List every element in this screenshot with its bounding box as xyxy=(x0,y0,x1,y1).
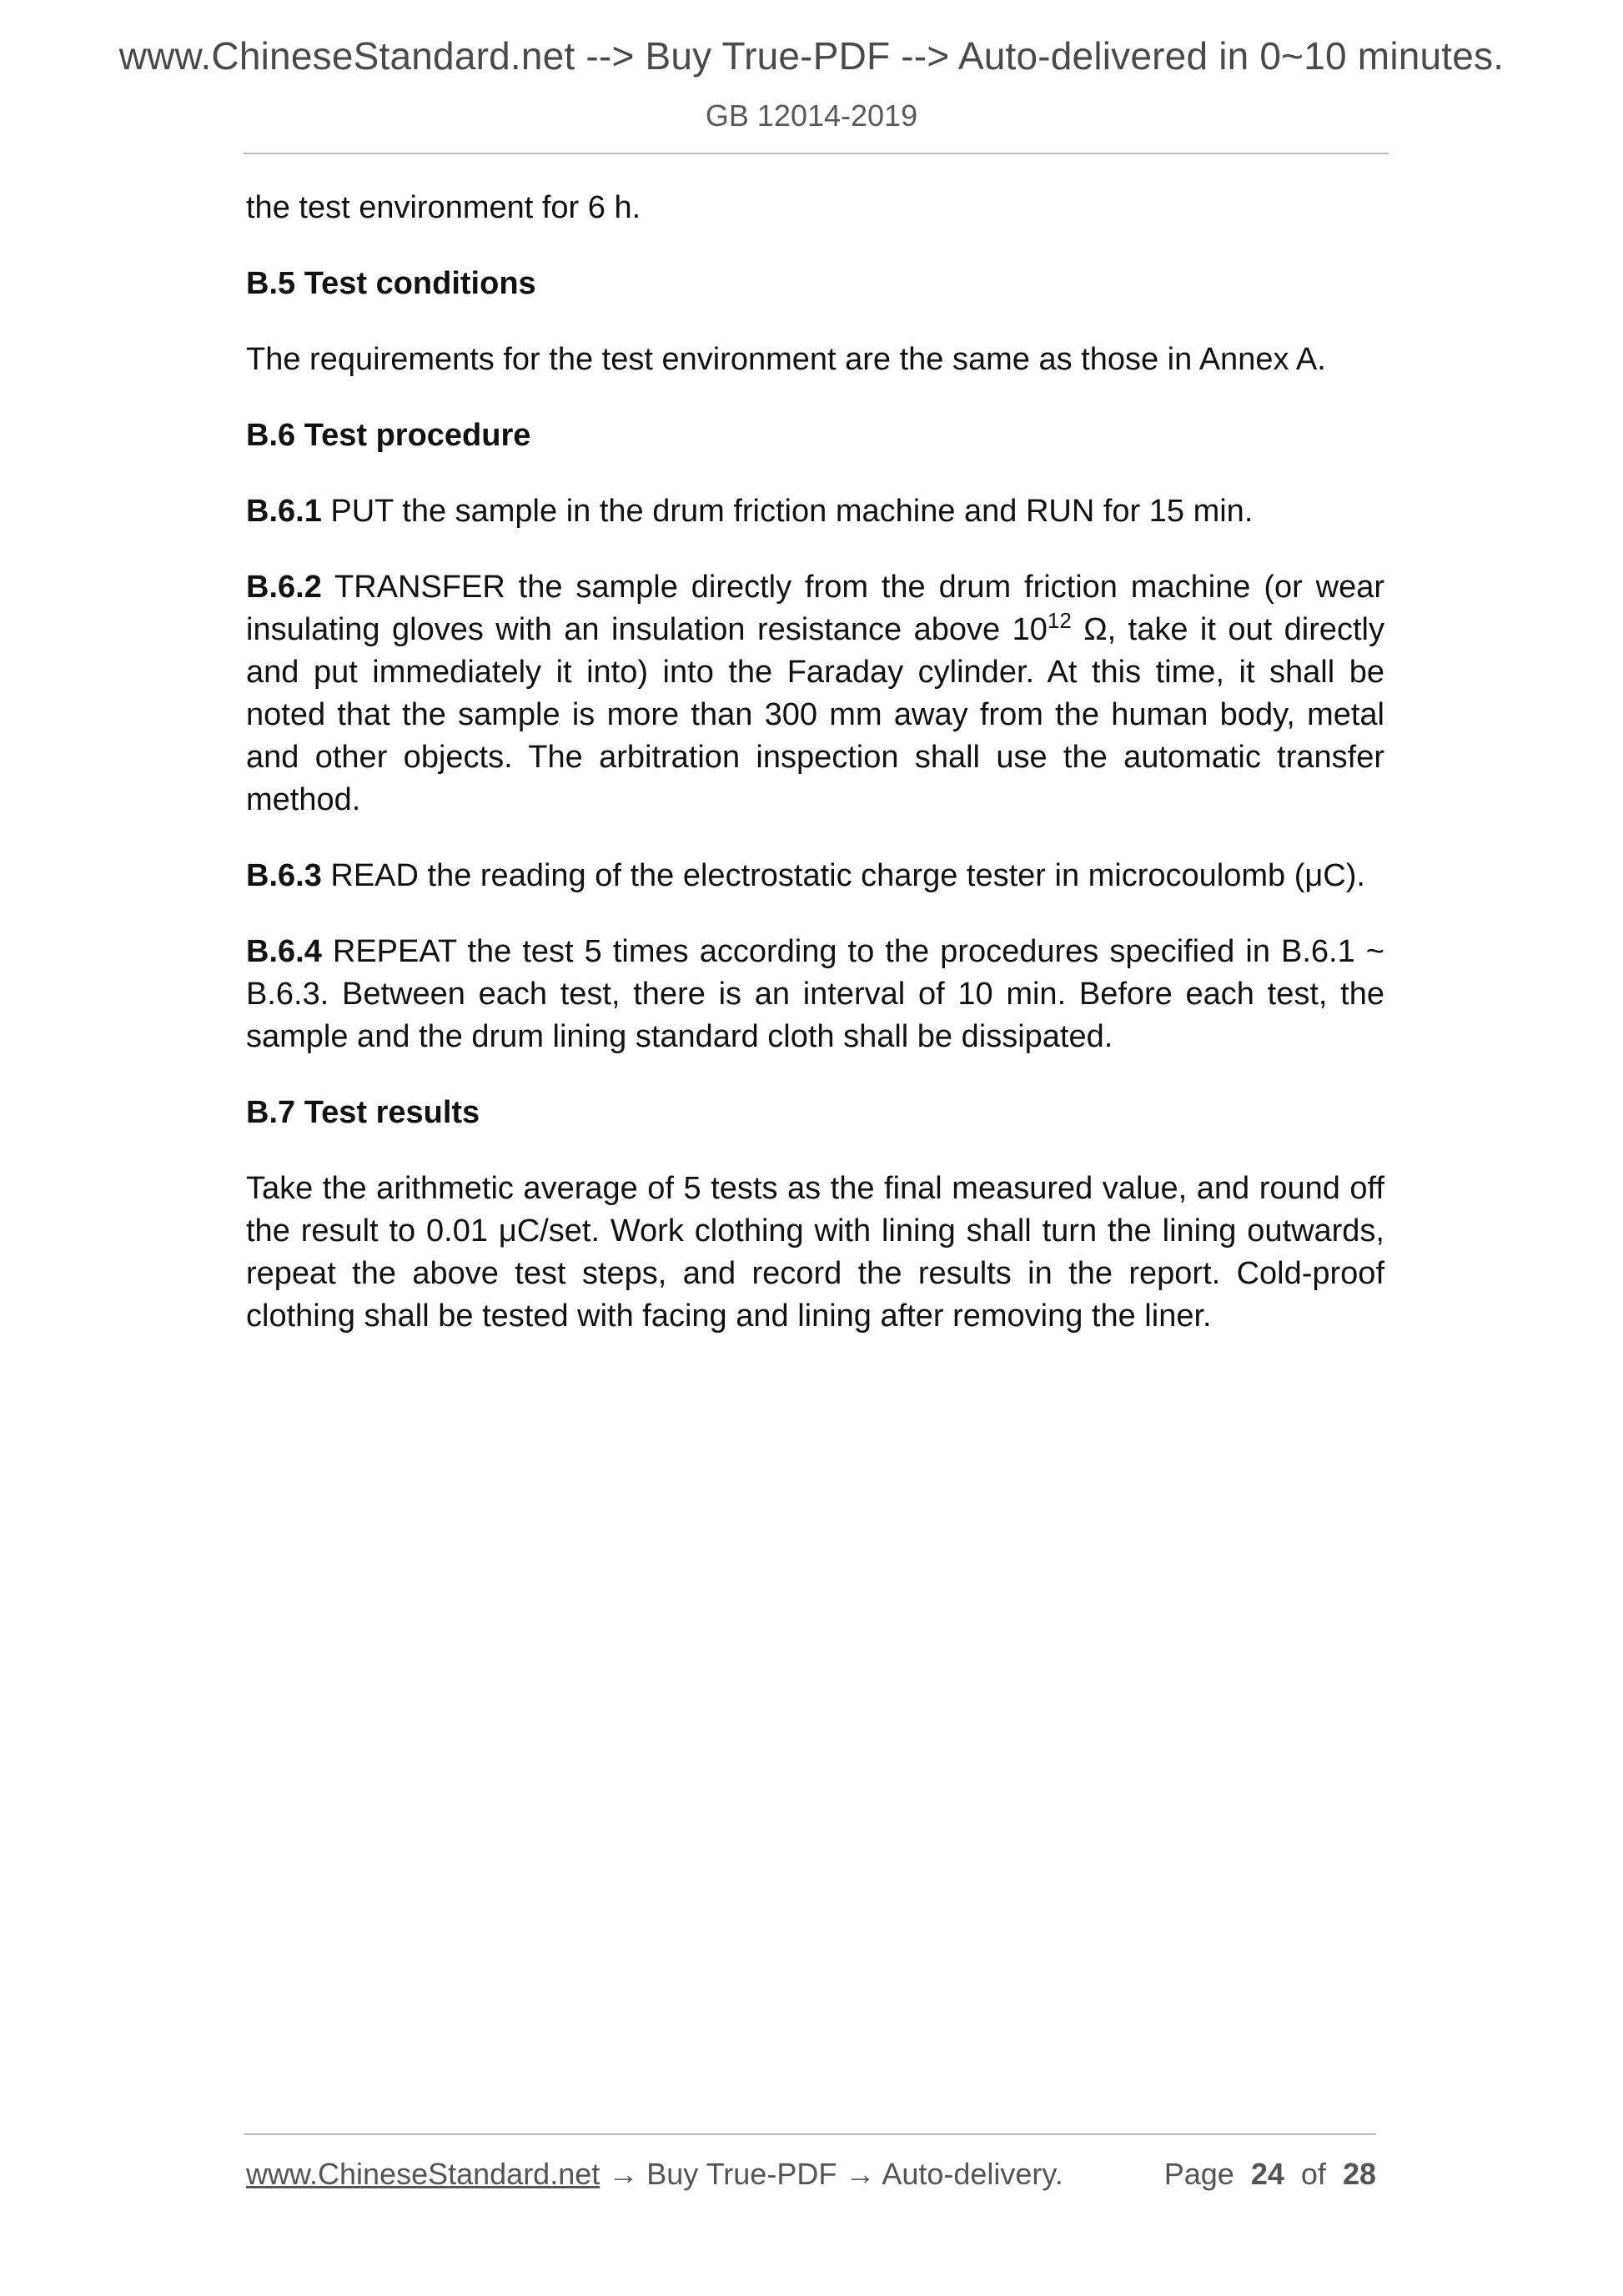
clause-b62-label: B.6.2 xyxy=(246,570,322,605)
clause-b62 xyxy=(246,566,1384,821)
clause-b64-label: B.6.4 xyxy=(246,934,322,969)
section-b7-heading: B.7 Test results xyxy=(246,1095,480,1130)
clause-b62-exponent: 12 xyxy=(1047,608,1072,633)
clause-b64 xyxy=(246,931,1384,1058)
page-footer xyxy=(246,2157,1376,2192)
of-word: of xyxy=(1300,2157,1326,2191)
section-b6-heading: B.6 Test procedure xyxy=(246,418,531,453)
clause-b64-text: REPEAT the test 5 times according to the procedures specified in B.6.1 ~ B.6.3. Between each test, there is an interval of 10 min. Before each test, the sample and the drum lining standard cloth shall be dissipated. xyxy=(246,934,1384,1054)
page-number xyxy=(1164,2157,1376,2192)
header-banner: www.ChineseStandard.net --> Buy True-PDF --> Auto-delivered in 0~10 minutes. xyxy=(118,34,1505,78)
header-divider xyxy=(244,153,1389,154)
page-word: Page xyxy=(1163,2157,1234,2191)
section-b7-text: Take the arithmetic average of 5 tests as the final measured value, and round off the result to 0.01 μC/set. Work clothing with lining shall turn the lining outwards, repeat the above test steps, and record the results in the report. Cold-proof clothing shall be tested with facing and lining after removing the liner. xyxy=(246,1171,1384,1334)
clause-b61-text: PUT the sample in the drum friction machine and RUN for 15 min. xyxy=(321,494,1254,529)
footer-tagline: → Buy True-PDF → Auto-delivery. xyxy=(600,2157,1063,2191)
section-b5-heading: B.5 Test conditions xyxy=(246,266,536,301)
footer-website-link[interactable]: www.ChineseStandard.net xyxy=(246,2157,600,2191)
clause-b62-text-a: TRANSFER the sample directly from the drum friction machine (or wear insulating gloves with an insulation resistance above 10 xyxy=(246,570,1384,647)
page-total: 28 xyxy=(1342,2157,1376,2191)
document-body xyxy=(246,187,1384,1371)
clause-b61-label: B.6.1 xyxy=(246,494,322,529)
clause-b61 xyxy=(246,490,1384,533)
footer-divider xyxy=(244,2133,1376,2135)
clause-b63-label: B.6.3 xyxy=(246,858,322,893)
continuation-text: the test environment for 6 h. xyxy=(246,190,641,225)
document-id: GB 12014-2019 xyxy=(705,98,918,133)
section-b5-text: The requirements for the test environment are the same as those in Annex A. xyxy=(246,342,1326,377)
clause-b63-text: READ the reading of the electrostatic charge tester in microcoulomb (μC). xyxy=(321,858,1365,893)
clause-b62-text-b: Ω, take it out directly and put immediately it into) into the Faraday cylinder. At this time, it shall be noted that the sample is more than 300 mm away from the human body, metal and other objects. The arbitration inspection shall use the automatic transfer method. xyxy=(246,612,1384,817)
page-current: 24 xyxy=(1250,2157,1284,2191)
clause-b63 xyxy=(246,855,1384,897)
